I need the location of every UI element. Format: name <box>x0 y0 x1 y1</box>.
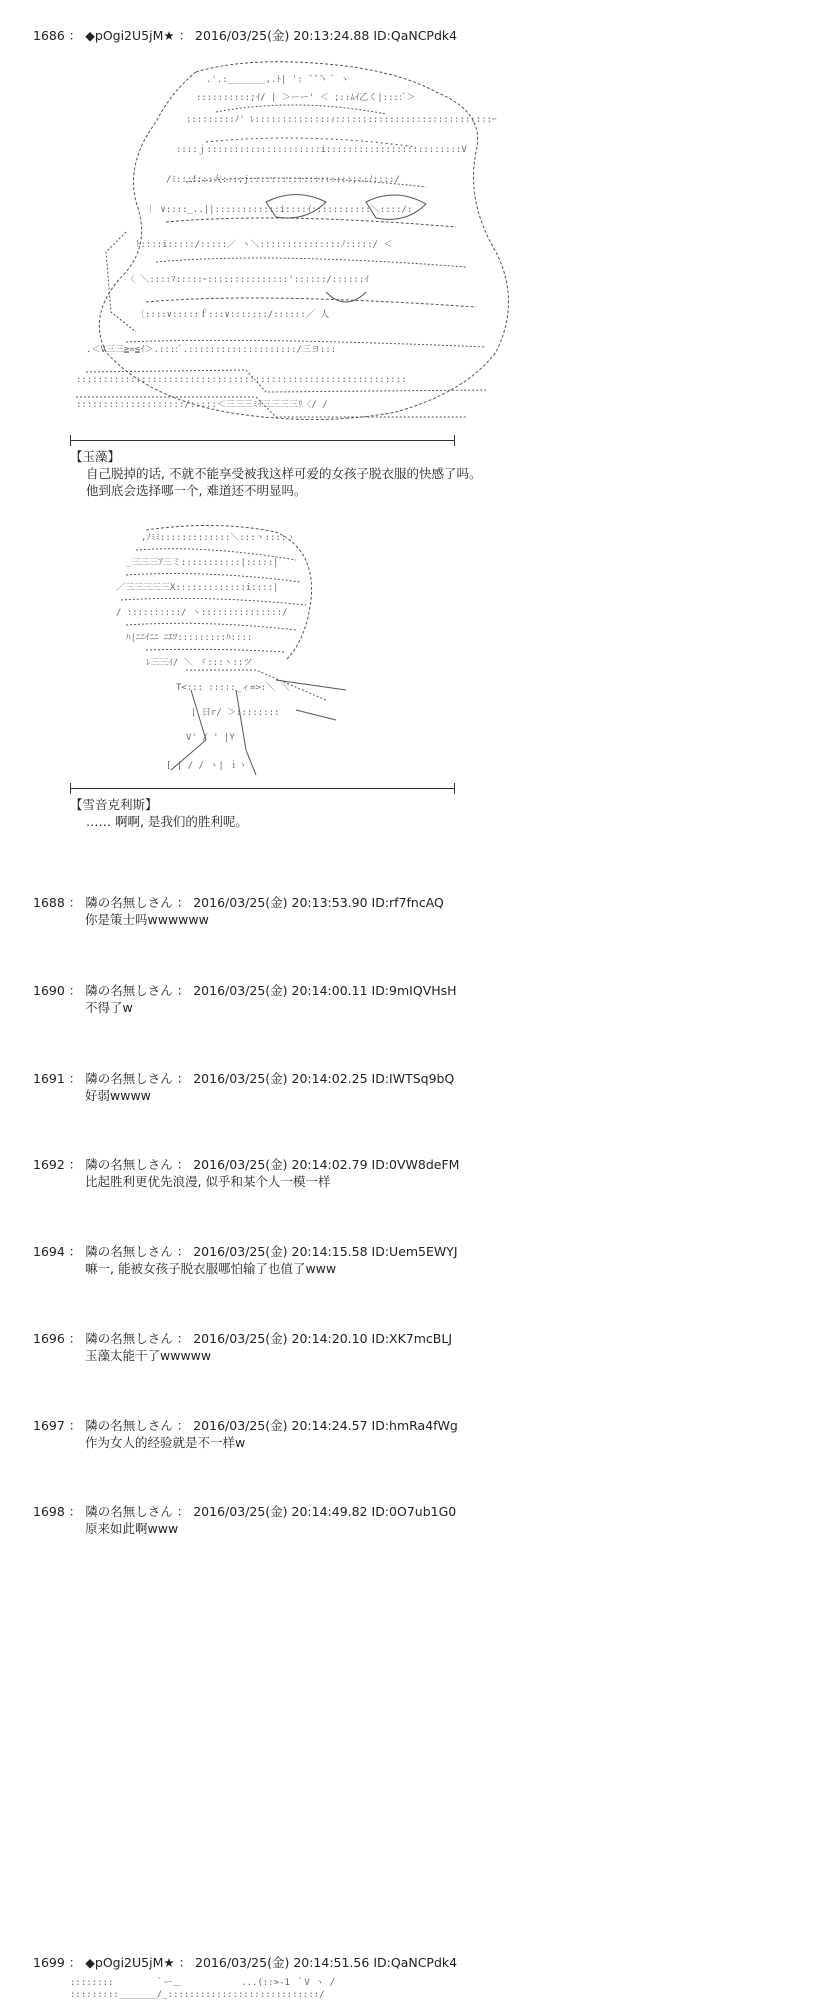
post-id: ID:9mIQVHsH <box>371 983 457 998</box>
svg-text:.＜V三三≧=≦ｲ＞.::::ﾟ.:::::::::::::: .＜V三三≧=≦ｲ＞.::::ﾟ.::::::::::::::::::::/三ヨ::: <box>86 345 337 355</box>
post-id: ID:QaNCPdk4 <box>373 1955 458 1970</box>
ascii-art-chris-svg <box>96 520 366 780</box>
speech-line: 自己脱掉的话, 不就不能享受被我这样可爱的女孩子脱衣服的快感了吗。 <box>86 466 482 481</box>
post-header-1694: 1694 ： 隣の名無しさん ： 2016/03/25(金) 20:14:15.58 ID:Uem5EWYJ <box>33 1244 458 1259</box>
post-id: ID:0O7ub1G0 <box>371 1504 457 1519</box>
svg-text:::::ｊ:::::::::::::::::::::i:::: ::::ｊ:::::::::::::::::::::i:::::::::::::::::::::::::V <box>176 145 467 155</box>
svg-text:_三三三ｱ三ミ:::::::::::|:::::|: _三三三ｱ三ミ:::::::::::|:::::| <box>126 558 279 568</box>
post-header-1697: 1697 ： 隣の名無しさん ： 2016/03/25(金) 20:14:24.57 ID:hmRa4fWg <box>33 1418 458 1433</box>
post-header-1686: 1686 ： ◆pOgi2U5jM★ ： 2016/03/25(金) 20:13:24.88 ID:QaNCPdk4 <box>33 28 458 43</box>
post-number: 1690 <box>33 983 65 998</box>
post-datetime: 2016/03/25(金) 20:14:00.11 <box>193 983 368 998</box>
post-number: 1694 <box>33 1244 65 1259</box>
post-body-1692: 比起胜利更优先浪漫, 似乎和某个人一模一样 <box>85 1174 331 1189</box>
post-number: 1691 <box>33 1071 65 1086</box>
svg-text:〔::::∨:::::ｆ:::∨:::::::/::::::: 〔::::∨:::::ｆ:::∨:::::::/::::::／ 人 <box>136 310 330 320</box>
svg-text:ﾄ::::i:::::/:::::／ ヽ＼:::::::::: ﾄ::::i:::::/:::::／ ヽ＼:::::::::::::::ﾉ:::::/ ＜ <box>136 240 393 250</box>
post-number: 1686 <box>33 28 65 43</box>
post-id: ID:hmRa4fWg <box>371 1418 458 1433</box>
svg-text::::::::::ﾉ' ﾚ::::::::::::::ｨ::: :::::::::ﾉ' ﾚ::::::::::::::ｨ:::::::::::::::::::::::::::::ｰ <box>186 115 497 125</box>
post-id: ID:XK7mcBLJ <box>371 1331 453 1346</box>
svg-text:ﾊ|ﾆﾆｲﾆﾆ ﾆｴﾂ:::::::::ﾊ::::: ﾊ|ﾆﾆｲﾆﾆ ﾆｴﾂ:::::::::ﾊ:::: <box>126 633 253 643</box>
svg-text:,ﾉﾐﾐ:::::::::::::＼:::ヽ::::ヽ: ,ﾉﾐﾐ:::::::::::::＼:::ヽ::::ヽ <box>141 533 296 543</box>
ascii-art-tamamo-svg <box>66 52 546 432</box>
post-datetime: 2016/03/25(金) 20:14:02.79 <box>193 1157 368 1172</box>
post-body-1691: 好弱wwww <box>85 1088 151 1103</box>
speaker-label-tamamo: 【玉藻】 <box>70 449 121 464</box>
svg-text:[.| / / ヽ| ｉヽ: [.| / / ヽ| ｉヽ <box>166 761 248 771</box>
svg-text:.'.:_______,.ﾄ| ': ̄ ̄ ̄ヽ ﾞ ヽ: .'.:_______,.ﾄ| ': ̄ ̄ ̄ヽ ﾞ ヽ <box>206 75 350 85</box>
ascii-art-next-svg <box>70 1975 370 2000</box>
poster-name: ◆pOgi2U5jM★ <box>85 28 175 43</box>
svg-text::::::::: ｀ー＿ ...(::>: :::::::: ｀ー＿ ...(::>-1 ｀V ヽ / <box>70 1978 336 1988</box>
svg-text:::::::::::::::::::::/:::::＜三三三: ::::::::::::::::::::/:::::＜三三三ﾐｲ三三三三ﾘ〈/ / <box>76 400 328 410</box>
post-datetime: 2016/03/25(金) 20:14:24.57 <box>193 1418 368 1433</box>
speaker-label-chris: 【雪音克利斯】 <box>70 797 158 812</box>
post-datetime: 2016/03/25(金) 20:14:20.10 <box>193 1331 368 1346</box>
svg-text:::::::::::::::::::::::::::::::: ::::::::::::::::::::::::::::::::::::::::::::::::::::::::::::: <box>76 375 407 385</box>
post-header-1692: 1692 ： 隣の名無しさん ： 2016/03/25(金) 20:14:02.79 ID:0VW8deFM <box>33 1157 460 1172</box>
svg-text:V' / ' |Y: V' / ' |Y <box>186 733 235 743</box>
post-header-1698: 1698 ： 隣の名無しさん ： 2016/03/25(金) 20:14:49.82 ID:0O7ub1G0 <box>33 1504 457 1519</box>
post-datetime: 2016/03/25(金) 20:14:49.82 <box>193 1504 368 1519</box>
post-header-1691: 1691 ： 隣の名無しさん ： 2016/03/25(金) 20:14:02.25 ID:IWTSq9bQ <box>33 1071 455 1086</box>
speech-line: …… 啊啊, 是我们的胜利呢。 <box>86 814 248 829</box>
post-header-1688: 1688 ： 隣の名無しさん ： 2016/03/25(金) 20:13:53.90 ID:rf7fncAQ <box>33 895 444 910</box>
svg-text:/ﾐ:::ﾁ:::大:::;j:::::::::::::::: /ﾐ:::ﾁ:::大:::;j:::::::::::::::::::;::ﾉ::::/ <box>166 175 400 185</box>
post-number: 1699 <box>33 1955 65 1970</box>
post-body-1694: 嘛一, 能被女孩子脱衣服哪怕输了也值了www <box>85 1261 337 1276</box>
post-datetime: 2016/03/25(金) 20:13:53.90 <box>193 895 368 910</box>
post-number: 1696 <box>33 1331 65 1346</box>
ascii-art-chris <box>96 520 366 780</box>
ascii-art-tamamo <box>66 52 546 432</box>
post-id: ID:QaNCPdk4 <box>373 28 458 43</box>
post-id: ID:rf7fncAQ <box>371 895 444 910</box>
svg-text:／三三三三三X:::::::::::::i::::|: ／三三三三三X:::::::::::::i::::| <box>116 583 279 593</box>
post-header-1699: 1699 ： ◆pOgi2U5jM★ ： 2016/03/25(金) 20:14:51.56 ID:QaNCPdk4 <box>33 1955 458 1970</box>
svg-text:T<::: :::::_ィ=>:＼ ＼: T<::: :::::_ィ=>:＼ ＼ <box>176 683 290 693</box>
post-body-1698: 原来如此啊www <box>85 1521 179 1536</box>
svg-text:ﾚ三三ｲ/ ＼ ヾ:::ヽ::ツ: ﾚ三三ｲ/ ＼ ヾ:::ヽ::ツ <box>146 658 253 668</box>
scene-divider <box>70 435 455 446</box>
svg-text:/ ::::::::::/ ヽ:::::::::::::::: / ::::::::::/ ヽ:::::::::::::::/ <box>116 608 288 618</box>
post-header-1690: 1690 ： 隣の名無しさん ： 2016/03/25(金) 20:14:00.11 ID:9mIQVHsH <box>33 983 457 998</box>
speech-line: 他到底会选择哪一个, 难道还不明显吗。 <box>86 483 307 498</box>
svg-text:| 日r/ ＞::::::::: | 日r/ ＞:::::::: <box>191 708 280 718</box>
post-datetime: 2016/03/25(金) 20:13:24.88 <box>195 28 370 43</box>
post-body-1696: 玉藻太能干了wwwww <box>85 1348 212 1363</box>
poster-name: 隣の名無しさん <box>85 1331 173 1346</box>
post-number: 1698 <box>33 1504 65 1519</box>
poster-name: ◆pOgi2U5jM★ <box>85 1955 175 1970</box>
post-number: 1692 <box>33 1157 65 1172</box>
poster-name: 隣の名無しさん <box>85 1504 173 1519</box>
post-body-1688: 你是策士吗wwwwww <box>85 912 209 927</box>
scene-divider <box>70 783 455 794</box>
post-header-1696: 1696 ： 隣の名無しさん ： 2016/03/25(金) 20:14:20.10 ID:XK7mcBLJ <box>33 1331 453 1346</box>
svg-text::::::::::_______/_::::::::::::: :::::::::_______/_::::::::::::::::::::::::::::/ <box>70 1990 325 2000</box>
post-datetime: 2016/03/25(金) 20:14:02.25 <box>193 1071 368 1086</box>
poster-name: 隣の名無しさん <box>85 1157 173 1172</box>
post-body-1697: 作为女人的经验就是不一样w <box>85 1435 246 1450</box>
post-datetime: 2016/03/25(金) 20:14:15.58 <box>193 1244 368 1259</box>
svg-text:::::::::::;ｲ/ | ＞ーー' ＜ ;::ﾑｲ乙く: ::::::::::;ｲ/ | ＞ーー' ＜ ;::ﾑｲ乙く|::::ﾞ＞ <box>196 93 416 103</box>
post-id: ID:Uem5EWYJ <box>371 1244 458 1259</box>
post-body-1690: 不得了w <box>85 1000 133 1015</box>
poster-name: 隣の名無しさん <box>85 983 173 998</box>
post-id: ID:0VW8deFM <box>371 1157 460 1172</box>
post-id: ID:IWTSq9bQ <box>371 1071 455 1086</box>
post-datetime: 2016/03/25(金) 20:14:51.56 <box>195 1955 370 1970</box>
svg-text:｜ ∨::::_..||::::::::::::i::::ｲ: ｜ ∨::::_..||::::::::::::i::::ｲ:::::::::::＼::::/: <box>146 205 413 215</box>
svg-text:〈 ＼::::ﾏ:::::ｰ:::::::::::::::': 〈 ＼::::ﾏ:::::ｰ:::::::::::::::'::::::/::::::ｲ <box>126 275 369 285</box>
poster-name: 隣の名無しさん <box>85 1071 173 1086</box>
poster-name: 隣の名無しさん <box>85 1244 173 1259</box>
post-number: 1688 <box>33 895 65 910</box>
post-number: 1697 <box>33 1418 65 1433</box>
poster-name: 隣の名無しさん <box>85 895 173 910</box>
ascii-art-next <box>70 1975 370 2000</box>
poster-name: 隣の名無しさん <box>85 1418 173 1433</box>
